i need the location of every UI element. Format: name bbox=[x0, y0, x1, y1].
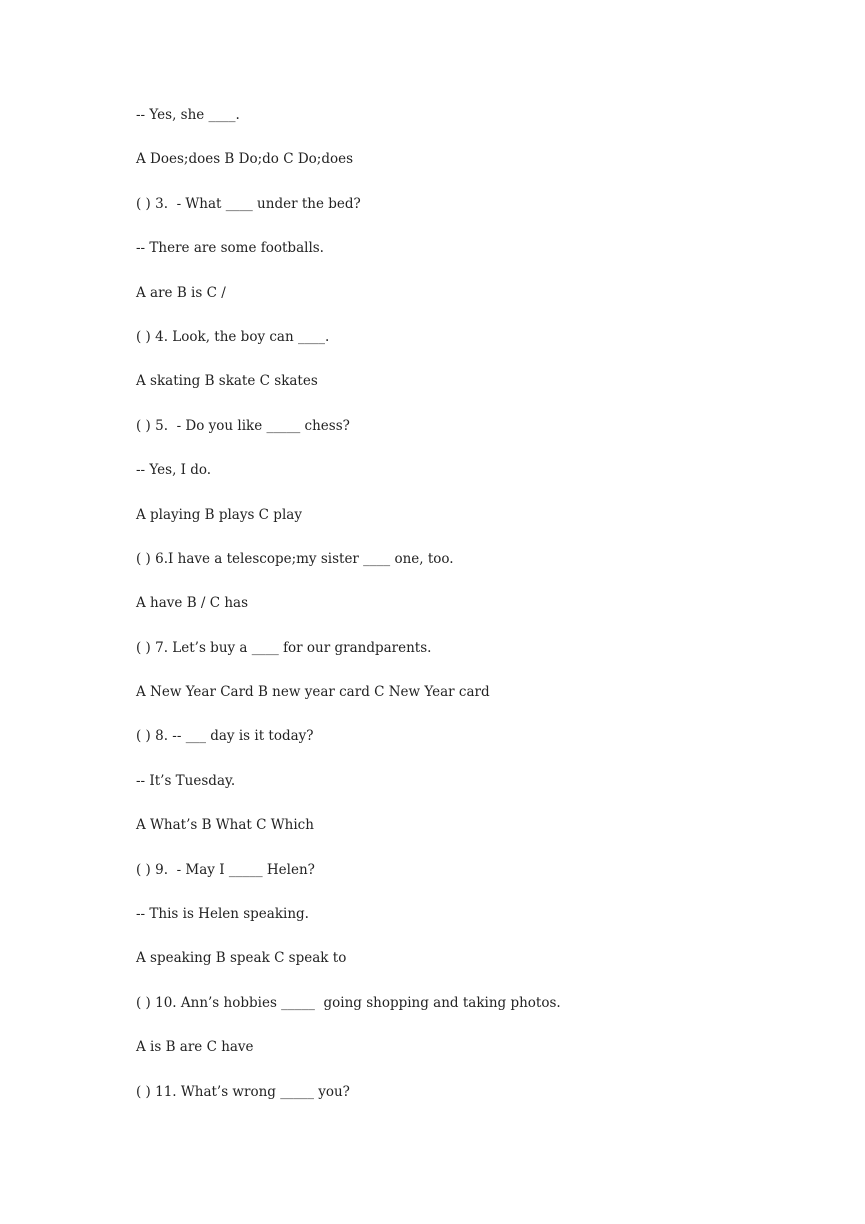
exercise-text bbox=[136, 104, 796, 1125]
question-6: ( ) 6.I have a telescope;my sister ____ one, too. bbox=[136, 550, 454, 567]
question-4: ( ) 4. Look, the boy can ____. bbox=[136, 328, 330, 345]
options-line: A What’s B What C Which bbox=[136, 817, 314, 834]
options-line: A have B / C has bbox=[136, 595, 249, 612]
question-9: ( ) 9. - May I _____ Helen? bbox=[136, 861, 315, 878]
question-10: ( ) 10. Ann’s hobbies _____ going shopping and taking photos. bbox=[136, 994, 561, 1011]
options-line: A is B are C have bbox=[136, 1039, 254, 1056]
question-8: ( ) 8. -- ___ day is it today? bbox=[136, 728, 314, 745]
answer-line: -- Yes, she ____. bbox=[136, 107, 240, 123]
question-7: ( ) 7. Let’s buy a ____ for our grandparents. bbox=[136, 639, 432, 656]
options-line: A New Year Card B new year card C New Year card bbox=[136, 684, 490, 701]
options-line: A playing B plays C play bbox=[136, 506, 302, 523]
question-5: ( ) 5. - Do you like _____ chess? bbox=[136, 417, 350, 434]
answer-line: -- There are some footballs. bbox=[136, 240, 324, 257]
answer-line: -- This is Helen speaking. bbox=[136, 906, 309, 923]
options-line: A are B is C / bbox=[136, 284, 226, 301]
question-11: ( ) 11. What’s wrong _____ you? bbox=[136, 1083, 350, 1100]
answer-line: -- It’s Tuesday. bbox=[136, 772, 236, 789]
options-line: A skating B skate C skates bbox=[136, 373, 318, 390]
answer-line: -- Yes, I do. bbox=[136, 462, 212, 479]
options-line: A speaking B speak C speak to bbox=[136, 950, 347, 967]
options-line: A Does;does B Do;do C Do;does bbox=[136, 151, 354, 168]
question-3: ( ) 3. - What ____ under the bed? bbox=[136, 195, 361, 212]
